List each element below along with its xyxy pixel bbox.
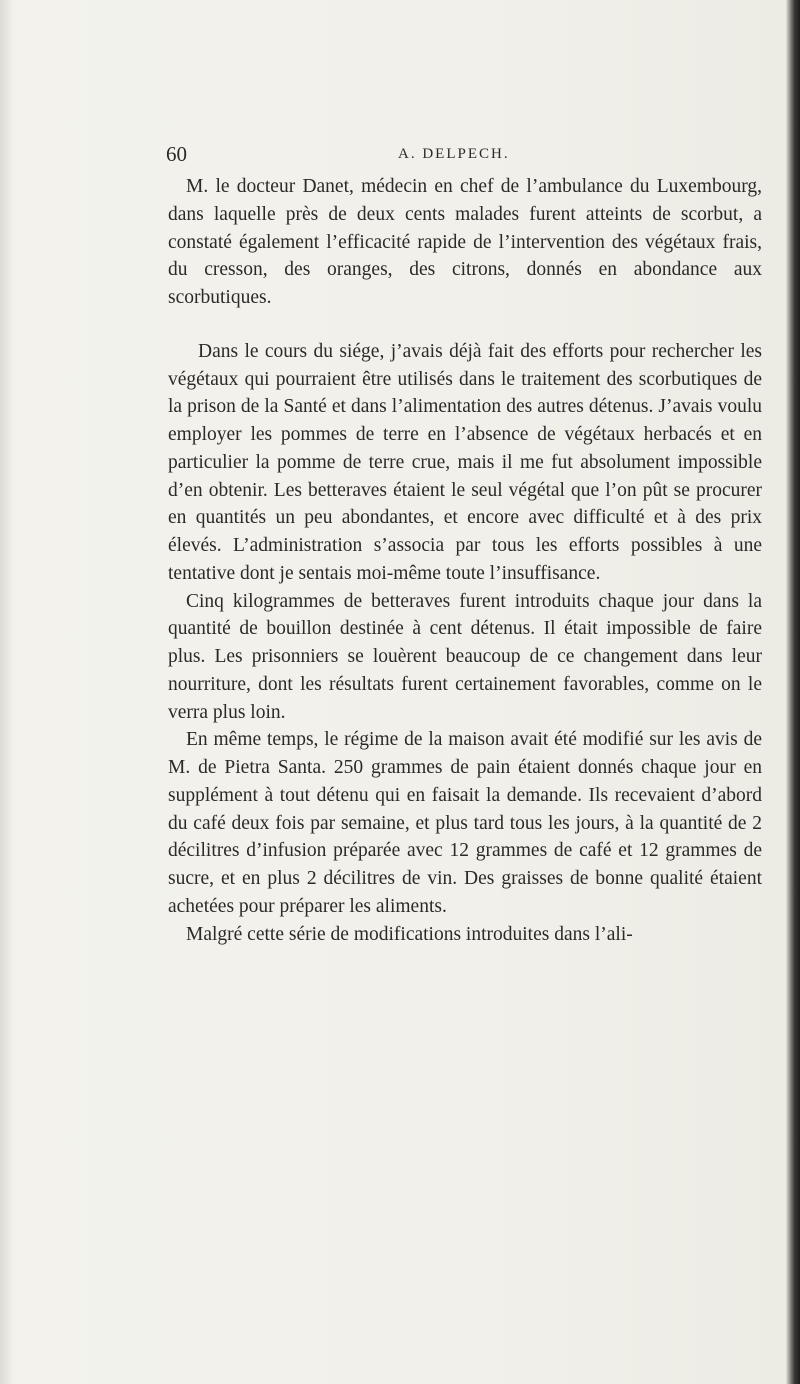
paragraph-2: Dans le cours du siége, j’avais déjà fait des efforts pour rechercher les végétaux qui pourraient être utilisés dans le traitement des scorbutiques de la prison de la Santé et dans l’alimentation des autres détenus. J’avais voulu employer les pommes de terre en l’absence de végétaux herbacés et en particulier la pomme de terre crue, mais il me fut absolument impossible d’en obtenir. Les betteraves étaient le seul végétal que l’on pût se procurer en quantités un peu abondantes, et encore avec difficulté et à des prix élevés. L’administration s’associa par tous les efforts possibles à une tentative dont je sentais moi-même toute l’insuffisance. xyxy=(168,340,762,584)
paragraph-5: Malgré cette série de modifications introduites dans l’ali- xyxy=(186,923,633,945)
paragraph-1: M. le docteur Danet, médecin en chef de l’ambulance du Luxembourg, dans laquelle près de deux cents malades furent atteints de scorbut, a constaté également l’efficacité rapide de l’intervention des végétaux frais, du cresson, des oranges, des citrons, donnés en abondance aux scorbutiques. xyxy=(168,176,762,308)
left-margin-shadow xyxy=(0,0,14,1384)
paragraph-3: Cinq kilogrammes de betteraves furent introduits chaque jour dans la quantité de bouillon destinée à cent détenus. Il était impossible de faire plus. Les prisonniers se louèrent beaucoup de ce changement dans leur nourriture, dont les résultats furent certainement favorables, comme on le verra plus loin. xyxy=(168,590,762,723)
page-number: 60 xyxy=(166,142,187,166)
body-text xyxy=(168,173,762,948)
paragraph-4: En même temps, le régime de la maison avait été modifié sur les avis de M. de Pietra Santa. 250 grammes de pain étaient donnés chaque jour en supplément à tout détenu qui en faisait la demande. Ils recevaient d’abord du café deux fois par semaine, et plus tard tous les jours, à la quantité de 2 décilitres d’infusion préparée avec 12 grammes de café et 12 grammes de sucre, et en plus 2 décilitres de vin. Des graisses de bonne qualité étaient achetées pour préparer les aliments. xyxy=(168,729,762,917)
page-header xyxy=(0,142,780,176)
binding-edge xyxy=(786,0,800,1384)
running-head: A. DELPECH. xyxy=(398,146,510,162)
